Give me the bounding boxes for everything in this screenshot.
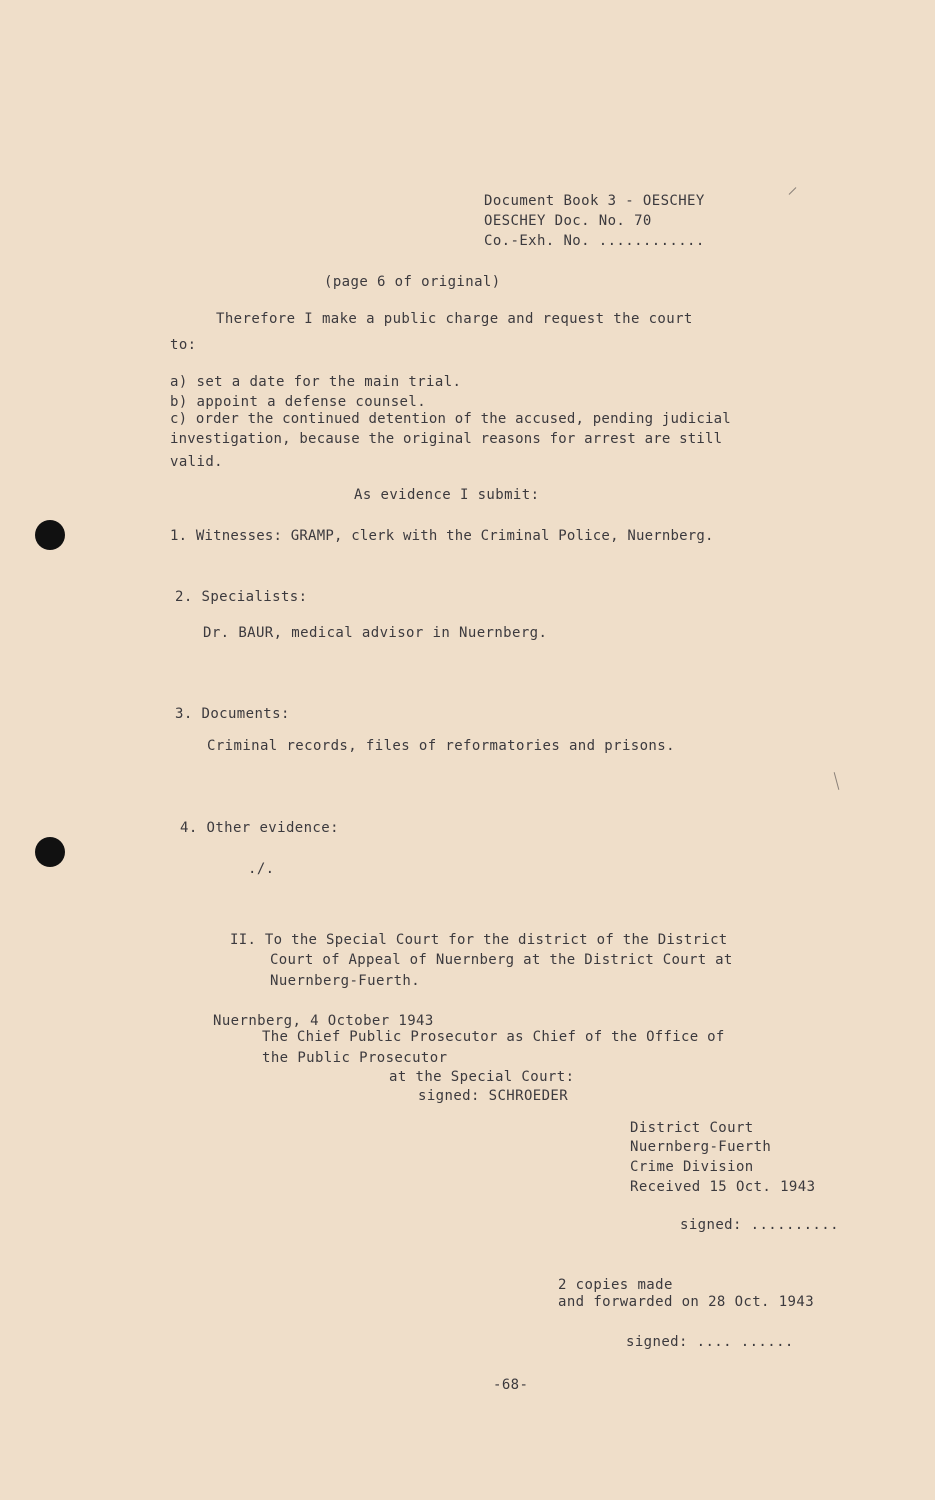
court-stamp-line: Crime Division xyxy=(630,1159,754,1175)
page-reference: (page 6 of original) xyxy=(324,274,501,290)
intro-line: Therefore I make a public charge and request the court xyxy=(216,311,693,327)
evidence-documents-heading: 3. Documents: xyxy=(175,706,290,722)
signatory-title: at the Special Court: xyxy=(389,1069,575,1085)
evidence-witnesses: 1. Witnesses: GRAMP, clerk with the Criminal Police, Nuernberg. xyxy=(170,528,714,544)
address-line: Nuernberg-Fuerth. xyxy=(270,973,421,989)
signatory-signature: signed: SCHROEDER xyxy=(418,1088,569,1104)
evidence-documents-detail: Criminal records, files of reformatories and prisons. xyxy=(207,738,675,754)
place-date: Nuernberg, 4 October 1943 xyxy=(213,1013,434,1029)
evidence-other-detail: ./. xyxy=(248,861,275,877)
court-stamp-line: Received 15 Oct. 1943 xyxy=(630,1179,816,1195)
punch-hole-bottom xyxy=(35,837,65,867)
evidence-specialists-detail: Dr. BAUR, medical advisor in Nuernberg. xyxy=(203,625,548,641)
copies-line: and forwarded on 28 Oct. 1943 xyxy=(558,1294,815,1310)
signatory-title: the Public Prosecutor xyxy=(262,1050,448,1066)
stray-mark xyxy=(834,772,840,790)
request-b: b) appoint a defense counsel. xyxy=(170,394,427,410)
stray-mark xyxy=(789,187,797,195)
document-book-line: Document Book 3 - OESCHEY xyxy=(484,193,705,209)
court-stamp-line: Nuernberg-Fuerth xyxy=(630,1139,772,1155)
request-c: valid. xyxy=(170,454,223,470)
court-stamp-line: District Court xyxy=(630,1120,754,1136)
intro-line: to: xyxy=(170,337,197,353)
signatory-title: The Chief Public Prosecutor as Chief of the Office of xyxy=(262,1029,725,1045)
request-a: a) set a date for the main trial. xyxy=(170,374,462,390)
doc-number-line: OESCHEY Doc. No. 70 xyxy=(484,213,652,229)
punch-hole-top xyxy=(35,520,65,550)
copies-line: 2 copies made xyxy=(558,1277,673,1293)
request-c: investigation, because the original reasons for arrest are still xyxy=(170,431,723,447)
evidence-specialists-heading: 2. Specialists: xyxy=(175,589,308,605)
exhibit-number-line: Co.-Exh. No. ............ xyxy=(484,233,705,249)
address-line: Court of Appeal of Nuernberg at the District Court at xyxy=(270,952,733,968)
address-line: II. To the Special Court for the district of the District xyxy=(230,932,728,948)
page-number: -68- xyxy=(493,1377,529,1393)
evidence-heading: As evidence I submit: xyxy=(354,487,540,503)
evidence-other-heading: 4. Other evidence: xyxy=(180,820,339,836)
copies-signature: signed: .... ...... xyxy=(626,1334,794,1350)
request-c: c) order the continued detention of the accused, pending judicial xyxy=(170,411,731,427)
court-stamp-signature: signed: .......... xyxy=(680,1217,839,1233)
